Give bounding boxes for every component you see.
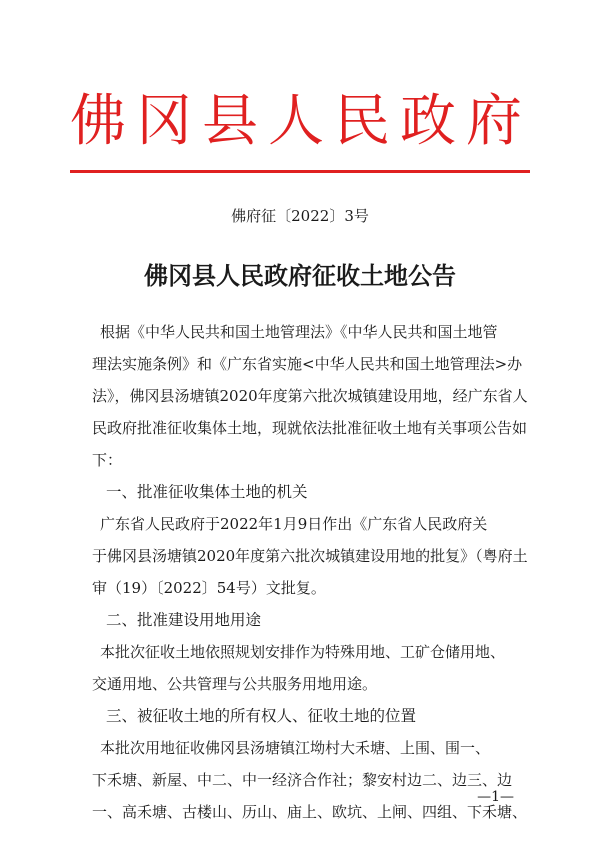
- document-title: 佛冈县人民政府征收土地公告: [144, 261, 456, 290]
- issuing-authority-header: 佛冈县人民政府: [70, 89, 532, 154]
- paragraph-line: 根据《中华人民共和国土地管理法》《中华人民共和国土地管: [100, 323, 498, 341]
- paragraph-line: 下禾塘、新屋、中二、中一经济合作社；黎安村边二、边三、边: [92, 771, 513, 789]
- section-heading: 三、被征收土地的所有权人、征收土地的位置: [106, 707, 417, 725]
- paragraph-line: 理法实施条例》和《广东省实施<中华人民共和国土地管理法>办: [92, 355, 523, 373]
- document-number: 佛府征〔2022〕3号: [231, 207, 369, 225]
- paragraph-line: 法》，佛冈县汤塘镇2020年度第六批次城镇建设用地，经广东省人: [92, 387, 528, 405]
- paragraph-line: 民政府批准征收集体土地，现就依法批准征收土地有关事项公告如: [92, 419, 528, 437]
- section-heading: 二、批准建设用地用途: [106, 611, 262, 629]
- paragraph-line: 交通用地、公共管理与公共服务用地用途。: [92, 675, 378, 693]
- paragraph-line: 一、高禾塘、古楼山、历山、庙上、欧坑、上闸、四组、下禾塘、: [92, 803, 528, 821]
- page-number: —1—: [477, 789, 514, 805]
- section-heading: 一、批准征收集体土地的机关: [106, 483, 308, 501]
- paragraph-line: 本批次用地征收佛冈县汤塘镇江坳村大禾塘、上围、围一、: [100, 739, 491, 757]
- red-separator-line: [70, 170, 530, 173]
- paragraph-line: 下：: [92, 451, 123, 469]
- paragraph-line: 本批次征收土地依照规划安排作为特殊用地、工矿仓储用地、: [100, 643, 506, 661]
- paragraph-line: 广东省人民政府于2022年1月9日作出《广东省人民政府关: [100, 515, 488, 533]
- paragraph-line: 于佛冈县汤塘镇2020年度第六批次城镇建设用地的批复》（粤府土: [92, 547, 528, 565]
- paragraph-line: 审（19）〔2022〕54号）文批复。: [92, 579, 326, 597]
